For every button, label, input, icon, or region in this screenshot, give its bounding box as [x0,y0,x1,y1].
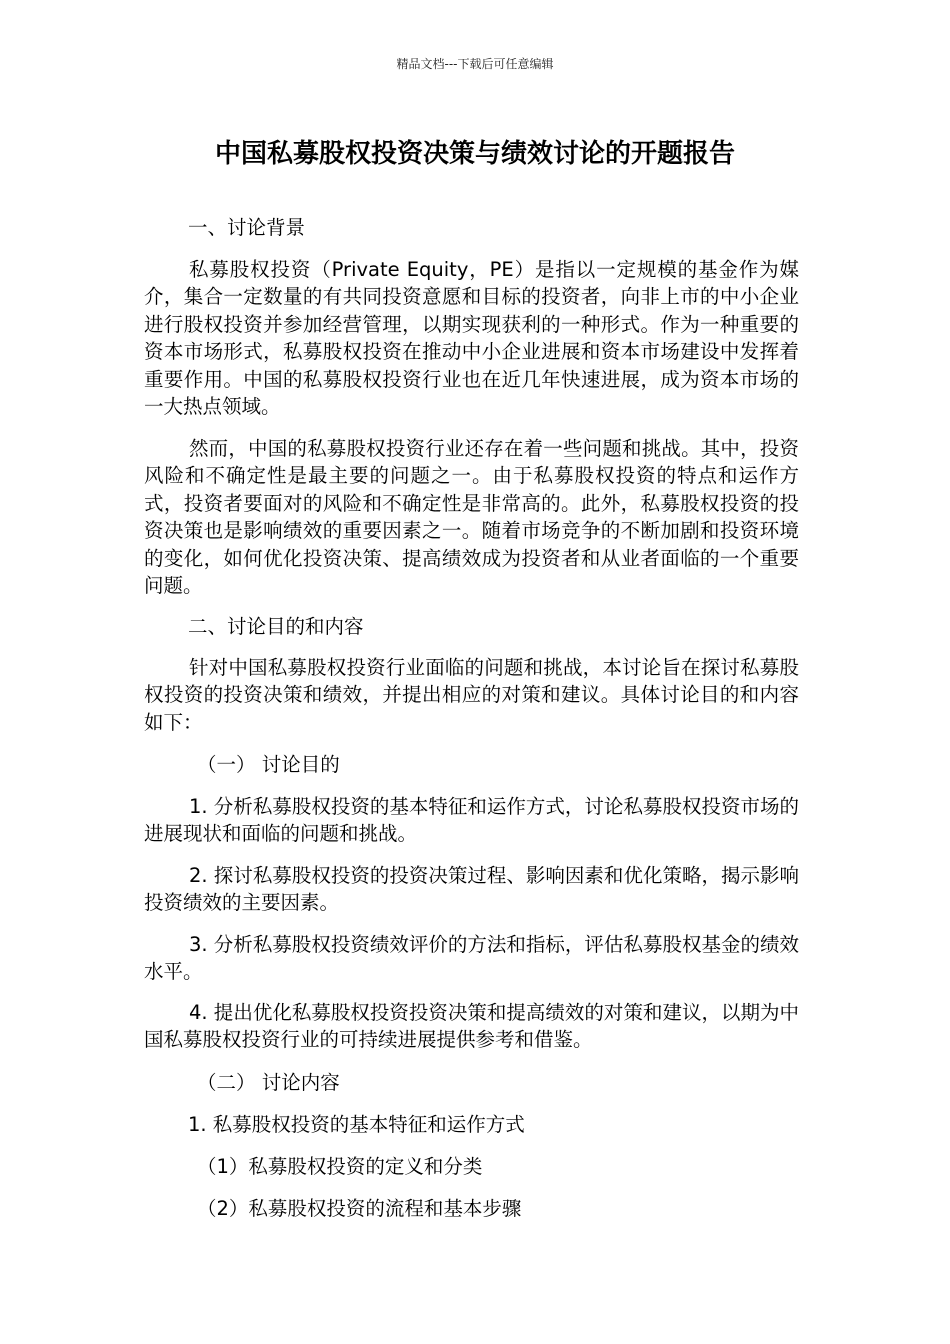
goal-item-3: 3. 分析私募股权投资绩效评价的方法和指标，评估私募股权基金的绩效水平。 [144,933,799,984]
goal-item-4: 4. 提出优化私募股权投资投资决策和提高绩效的对策和建议，以期为中国私募股权投资行业的可持续进展提供参考和借鉴。 [144,1001,799,1052]
section-heading-background: 一、讨论背景 [188,216,306,239]
content-item-1: 1. 私募股权投资的基本特征和运作方式 [188,1113,525,1136]
document-title: 中国私募股权投资决策与绩效讨论的开题报告 [214,139,735,169]
section-heading-purpose: 二、讨论目的和内容 [188,615,364,638]
paragraph-purpose-intro: 针对中国私募股权投资行业面临的问题和挑战，本讨论旨在探讨私募股权投资的投资决策和绩效，并提出相应的对策和建议。具体讨论目的和内容如下： [144,656,799,734]
paragraph-background-1: 私募股权投资（Private Equity，PE）是指以一定规模的基金作为媒介，集合一定数量的有共同投资意愿和目标的投资者，向非上市的中小企业进行股权投资并参加经营管理，以期实现获利的一种形式。作为一种重要的资本市场形式，私募股权投资在推动中小企业进展和资本市场建设中发挥着重要作用。中国的私募股权投资行业也在近几年快速进展，成为资本市场的一大热点领域。 [144,258,799,419]
subheading-goals: （一） 讨论目的 [197,753,340,776]
content-item-1-a: （1）私募股权投资的定义和分类 [197,1155,483,1178]
subheading-content: （二） 讨论内容 [197,1071,340,1094]
paragraph-background-2: 然而，中国的私募股权投资行业还存在着一些问题和挑战。其中，投资风险和不确定性是最主要的问题之一。由于私募股权投资的特点和运作方式，投资者要面对的风险和不确定性是非常高的。此外，私募股权投资的投资决策也是影响绩效的重要因素之一。随着市场竞争的不断加剧和投资环境的变化，如何优化投资决策、提高绩效成为投资者和从业者面临的一个重要问题。 [144,437,799,598]
content-item-1-b: （2）私募股权投资的流程和基本步骤 [197,1197,522,1220]
header-note: 精品文档---下载后可任意编辑 [396,57,554,71]
goal-item-2: 2. 探讨私募股权投资的投资决策过程、影响因素和优化策略，揭示影响投资绩效的主要因素。 [144,864,799,915]
goal-item-1: 1. 分析私募股权投资的基本特征和运作方式，讨论私募股权投资市场的进展现状和面临的问题和挑战。 [144,795,799,846]
